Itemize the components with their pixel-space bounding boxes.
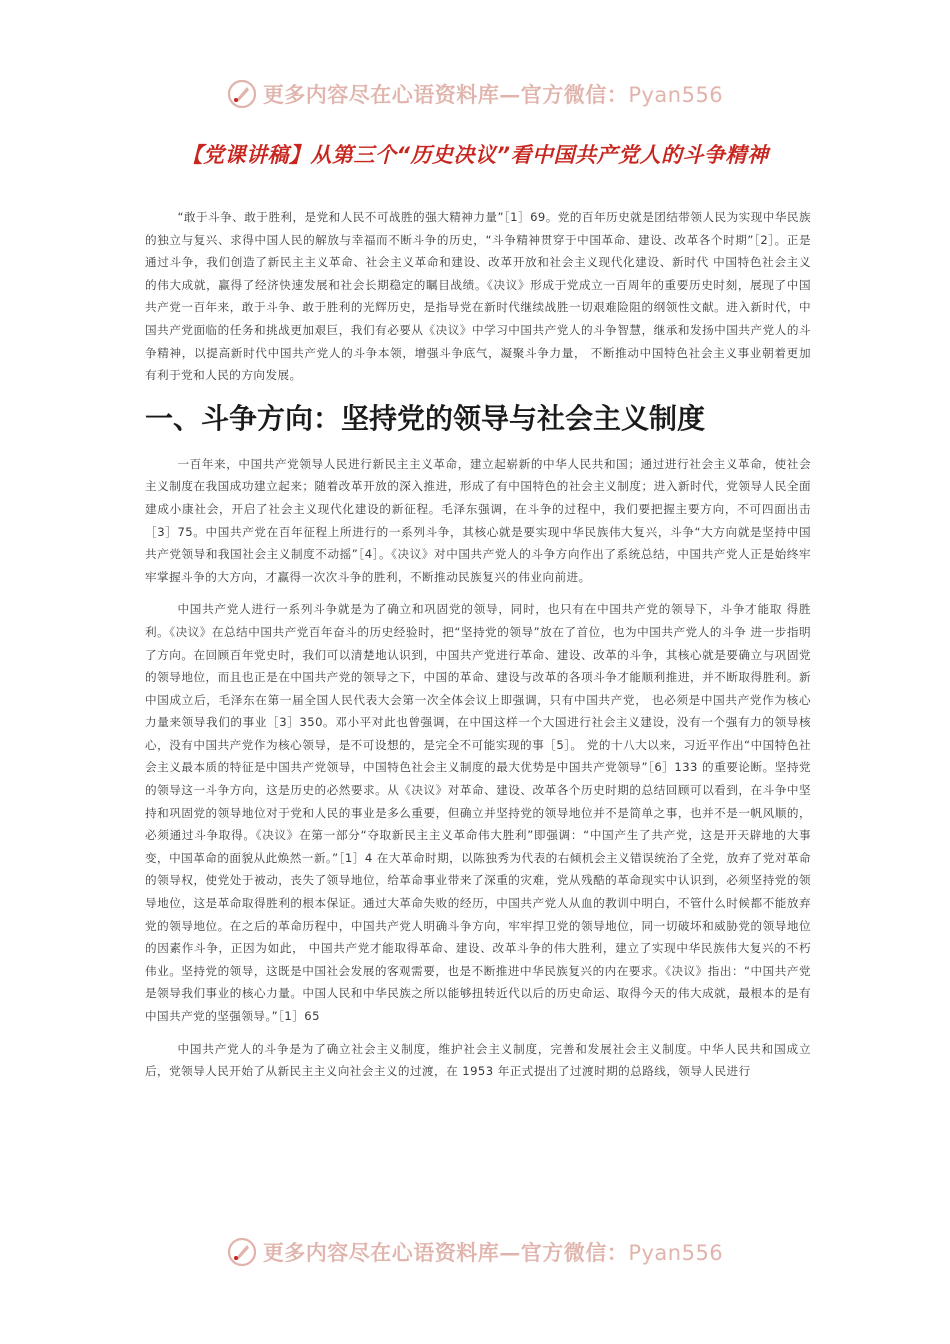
intro-paragraph: “敢于斗争、敢于胜利，是党和人民不可战胜的强大精神力量”［1］69。党的百年历史就是团结带领人民为实现中华民族的独立与复兴、求得中国人民的解放与幸福而不断斗争的历史，“斗争精神贯穿于中国革命、建设、改革各个时期”［2］。正是通过斗争，我们创造了新民主主义革命、社会主义革命和建设、改革开放和社会主义现代化建设、新时代 中国特色社会主义的伟大成就，赢得了经济快速发展和社会长期稳定的瞩目战绩。《决议》形成于党成立一百周年的重要历史时刻，展现了中国共产党一百年来，敢于斗争、敢于胜利的光辉历史，是指导党在新时代继续战胜一切艰难险阻的纲领性文献。进入新时代，中国共产党面临的任务和挑战更加艰巨，我们有必要从《决议》中学习中国共产党人的斗争智慧，继承和发扬中国共产党人的斗争精神，以提高新时代中国共产党人的斗争本领，增强斗争底气，凝聚斗争力量， 不断推动中国特色社会主义事业朝着更加有利于党和人民的方向发展。 [145,210,811,383]
section-paragraph: 中国共产党人进行一系列斗争就是为了确立和巩固党的领导，同时，也只有在中国共产党的领导下，斗争才能取 得胜利。《决议》在总结中国共产党百年奋斗的历史经验时，把“坚持党的领导”放在了首位，也为中国共产党人的斗争 进一步指明了方向。在回顾百年党史时，我们可以清楚地认识到，中国共产党进行革命、建设、改革的斗争，其核心就是要确立与巩固党的领导地位，而且也正是在中国共产党的领导之下，中国的革命、建设与改革的各项斗争才能顺利推进，并不断取得胜利。新中国成立后，毛泽东在第一届全国人民代表大会第一次全体会议上即强调，只有中国共产党， 也必须是中国共产党作为核心力量来领导我们的事业［3］350。邓小平对此也曾强调，在中国这样一个大国进行社会主义建设，没有一个强有力的领导核心，没有中国共产党作为核心领导，是不可设想的，是完全不可能实现的事［5］。 党的十八大以来，习近平作出“中国特色社会主义最本质的特征是中国共产党领导，中国特色社会主义制度的最大优势是中国共产党领导”［6］133 的重要论断。坚持党的领导这一斗争方向，这是历史的必然要求。从《决议》对革命、建设、改革各个历史时期的总结回顾可以看到，在斗争中坚持和巩固党的领导地位对于党和人民的事业是多么重要，但确立并坚持党的领导地位并不是简单之事，也并不是一帆风顺的，必须通过斗争取得。《决议》在第一部分“夺取新民主主义革命伟大胜利”即强调：“中国产生了共产党，这是开天辟地的大事变，中国革命的面貌从此焕然一新。”［1］4 在大革命时期，以陈独秀为代表的右倾机会主义错误统治了全党，放弃了党对革命的领导权，使党处于被动，丧失了领导地位，给革命事业带来了深重的灾难，党从残酷的革命现实中认识到，必须坚持党的领导地位，这是革命取得胜利的根本保证。通过大革命失败的经历，中国共产党人从血的教训中明白，不管什么时候都不能放弃党的领导地位。在之后的革命历程中，中国共产党人明确斗争方向，牢牢捍卫党的领导地位，同一切破坏和威胁党的领导地位的因素作斗争，正因为如此， 中国共产党才能取得革命、建设、改革斗争的伟大胜利，建立了实现中华民族伟大复兴的不朽伟业。坚持党的领导，这既是中国社会发展的客观需要，也是不断推进中华民族复兴的内在要求。《决议》指出：“中国共产党是领导我们事业的核心力量。中国人民和中华民族之所以能够扭转近代以后的历史命运、取得今天的伟大成就，最根本的是有中国共产党的坚强领导。”［1］65 [145,602,811,1023]
watermark-text: 更多内容尽在心语资料库—官方微信：Pyan556 [262,82,724,107]
watermark-banner-top [0,74,950,114]
section-paragraph: 中国共产党人的斗争是为了确立社会主义制度，维护社会主义制度，完善和发展社会主义制度。中华人民共和国成立后，党领导人民开始了从新民主主义向社会主义的过渡，在 1953 年正式提出了过渡时期的总路线，领导人民进行 [145,1041,811,1079]
quill-logo-icon [227,1237,257,1267]
document-body [145,206,811,1093]
quill-logo-icon [227,79,257,109]
watermark-banner-bottom [0,1232,950,1272]
document-title: 【党课讲稿】从第三个“历史决议”看中国共产党人的斗争精神 [181,143,769,167]
watermark-text: 更多内容尽在心语资料库—官方微信：Pyan556 [262,1240,724,1265]
section-heading: 一、斗争方向：坚持党的领导与社会主义制度 [145,401,706,435]
section-paragraph: 一百年来，中国共产党领导人民进行新民主主义革命，建立起崭新的中华人民共和国；通过进行社会主义革命，使社会主义制度在我国成功建立起来；随着改革开放的深入推进，形成了有中国特色的社会主义制度；进入新时代，党领导人民全面建成小康社会，开启了社会主义现代化建设的新征程。毛泽东强调，在斗争的过程中，我们要把握主要方向，不可四面出击［3］75。中国共产党在百年征程上所进行的一系列斗争，其核心就是要实现中华民族伟大复兴，斗争“大方向就是坚持中国共产党领导和我国社会主义制度不动摇”［4］。《决议》对中国共产党人的斗争方向作出了系统总结，中国共产党人正是始终牢牢掌握斗争的大方向，才赢得一次次斗争的胜利，不断推动民族复兴的伟业向前进。 [145,456,811,584]
